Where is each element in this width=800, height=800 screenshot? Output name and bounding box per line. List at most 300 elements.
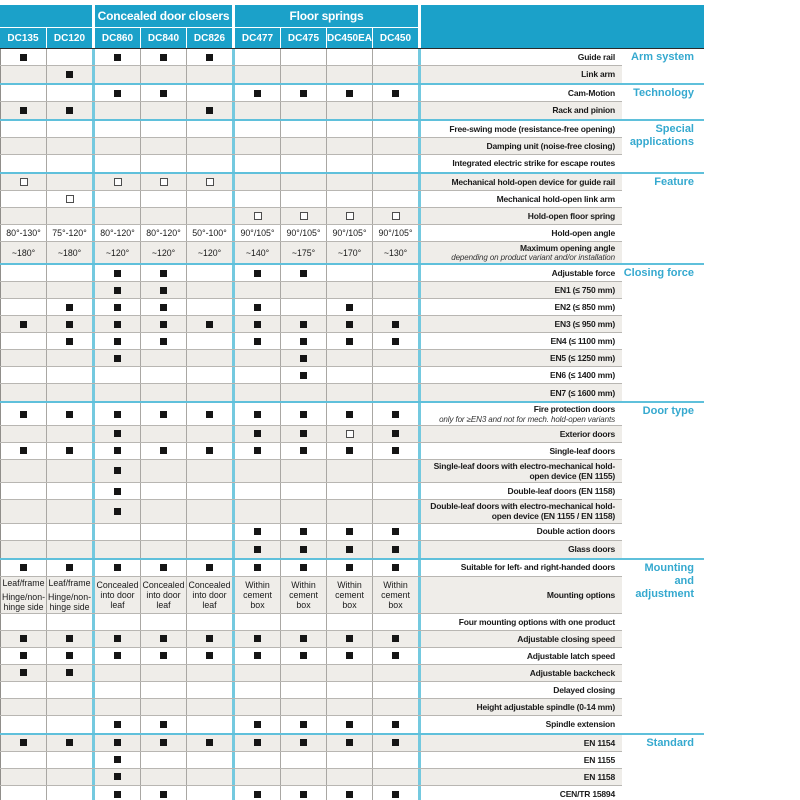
feature-cell bbox=[232, 716, 280, 733]
feature-cell bbox=[280, 174, 326, 190]
feature-cell bbox=[280, 426, 326, 442]
feature-cell bbox=[92, 85, 140, 101]
feature-cell bbox=[140, 426, 186, 442]
category-label: Special applications bbox=[622, 121, 704, 172]
feature-cell bbox=[280, 735, 326, 751]
feature-cell bbox=[372, 665, 418, 681]
feature-cell bbox=[232, 299, 280, 315]
feature-cell bbox=[232, 524, 280, 540]
feature-cell bbox=[326, 614, 372, 630]
feature-cell bbox=[46, 367, 92, 383]
cell-text: ~180° bbox=[11, 247, 36, 258]
feature-cell bbox=[92, 648, 140, 664]
cell-text: Concealed into door leaf bbox=[96, 579, 139, 610]
feature-cell bbox=[326, 560, 372, 576]
product-comparison-table bbox=[0, 5, 704, 800]
feature-cell bbox=[372, 752, 418, 768]
row-label-text: Single-leaf doors bbox=[549, 445, 615, 456]
filled-square-mark bbox=[346, 304, 353, 311]
feature-cell bbox=[0, 282, 46, 298]
filled-square-mark bbox=[20, 107, 27, 114]
feature-cell bbox=[326, 384, 372, 401]
table-row bbox=[0, 316, 622, 333]
row-label bbox=[418, 735, 622, 751]
column-header-dc450: DC450 bbox=[372, 28, 418, 48]
filled-square-mark bbox=[114, 652, 121, 659]
section-technology bbox=[0, 83, 704, 119]
category-label: Arm system bbox=[622, 49, 704, 83]
row-label bbox=[418, 426, 622, 442]
row-label-subtext: only for ≥EN3 and not for mech. hold-open variants bbox=[439, 414, 615, 424]
feature-cell bbox=[372, 138, 418, 154]
feature-cell bbox=[46, 769, 92, 785]
feature-cell bbox=[280, 403, 326, 424]
filled-square-mark bbox=[346, 721, 353, 728]
feature-cell bbox=[232, 384, 280, 401]
filled-square-mark bbox=[254, 321, 261, 328]
feature-cell bbox=[92, 699, 140, 715]
feature-cell bbox=[186, 316, 232, 332]
row-label bbox=[418, 500, 622, 522]
feature-cell bbox=[186, 500, 232, 522]
feature-cell bbox=[280, 208, 326, 224]
feature-cell bbox=[186, 460, 232, 482]
table-row bbox=[0, 333, 622, 350]
row-label bbox=[418, 367, 622, 383]
feature-cell bbox=[326, 367, 372, 383]
feature-cell bbox=[46, 460, 92, 482]
feature-cell bbox=[46, 735, 92, 751]
feature-cell bbox=[280, 524, 326, 540]
filled-square-mark bbox=[346, 564, 353, 571]
feature-cell bbox=[326, 786, 372, 800]
feature-cell bbox=[280, 500, 326, 522]
filled-square-mark bbox=[206, 564, 213, 571]
feature-cell bbox=[0, 367, 46, 383]
section-rows bbox=[0, 560, 622, 733]
feature-cell bbox=[140, 665, 186, 681]
open-square-mark bbox=[346, 212, 354, 220]
feature-cell bbox=[140, 333, 186, 349]
filled-square-mark bbox=[392, 430, 399, 437]
filled-square-mark bbox=[114, 635, 121, 642]
feature-cell bbox=[372, 786, 418, 800]
feature-cell bbox=[140, 460, 186, 482]
row-label-text: Mechanical hold-open device for guide rail bbox=[451, 176, 615, 187]
filled-square-mark bbox=[300, 430, 307, 437]
filled-square-mark bbox=[300, 372, 307, 379]
column-header-dc450ea: DC450EA bbox=[326, 28, 372, 48]
filled-square-mark bbox=[254, 447, 261, 454]
row-label-text: EN 1155 bbox=[583, 754, 615, 765]
feature-cell bbox=[186, 699, 232, 715]
filled-square-mark bbox=[20, 321, 27, 328]
feature-cell bbox=[232, 49, 280, 65]
filled-square-mark bbox=[254, 270, 261, 277]
row-label bbox=[418, 483, 622, 499]
feature-cell bbox=[140, 577, 186, 613]
feature-cell bbox=[326, 682, 372, 698]
feature-cell bbox=[140, 174, 186, 190]
filled-square-mark bbox=[206, 321, 213, 328]
row-label-text: Mounting options bbox=[546, 589, 615, 600]
filled-square-mark bbox=[114, 287, 121, 294]
feature-cell bbox=[326, 500, 372, 522]
filled-square-mark bbox=[160, 270, 167, 277]
feature-cell bbox=[280, 333, 326, 349]
table-row bbox=[0, 699, 622, 716]
feature-cell bbox=[232, 631, 280, 647]
filled-square-mark bbox=[114, 54, 121, 61]
feature-cell bbox=[326, 426, 372, 442]
row-label bbox=[418, 66, 622, 83]
feature-cell bbox=[92, 631, 140, 647]
feature-cell bbox=[46, 665, 92, 681]
feature-cell bbox=[0, 66, 46, 83]
feature-cell bbox=[0, 443, 46, 459]
filled-square-mark bbox=[300, 791, 307, 798]
feature-cell bbox=[372, 350, 418, 366]
table-row bbox=[0, 85, 622, 102]
filled-square-mark bbox=[66, 669, 73, 676]
row-label-text: Delayed closing bbox=[553, 684, 615, 695]
feature-cell bbox=[0, 426, 46, 442]
row-label-text: Adjustable closing speed bbox=[517, 633, 615, 644]
feature-cell bbox=[280, 138, 326, 154]
feature-cell bbox=[140, 155, 186, 172]
row-label bbox=[418, 299, 622, 315]
section-mounting-and-adjustment bbox=[0, 558, 704, 733]
table-row bbox=[0, 426, 622, 443]
open-square-mark bbox=[66, 195, 74, 203]
feature-cell bbox=[0, 735, 46, 751]
feature-cell bbox=[232, 786, 280, 800]
table-row bbox=[0, 735, 622, 752]
group-header-row bbox=[0, 5, 418, 27]
feature-cell bbox=[140, 316, 186, 332]
table-row bbox=[0, 665, 622, 682]
feature-cell bbox=[46, 524, 92, 540]
feature-cell bbox=[140, 786, 186, 800]
row-label-text: Glass doors bbox=[568, 543, 615, 554]
row-label-text: Maximum opening angle bbox=[520, 243, 615, 253]
feature-cell bbox=[326, 648, 372, 664]
feature-cell bbox=[0, 614, 46, 630]
row-label-text: Adjustable latch speed bbox=[526, 650, 615, 661]
feature-cell bbox=[0, 631, 46, 647]
filled-square-mark bbox=[114, 338, 121, 345]
feature-cell bbox=[92, 66, 140, 83]
filled-square-mark bbox=[392, 546, 399, 553]
feature-cell bbox=[326, 208, 372, 224]
cell-text: Within cement box bbox=[381, 579, 410, 610]
feature-cell bbox=[280, 102, 326, 119]
row-label bbox=[418, 614, 622, 630]
table-row bbox=[0, 786, 622, 800]
table-row bbox=[0, 682, 622, 699]
feature-cell bbox=[280, 786, 326, 800]
feature-cell bbox=[186, 648, 232, 664]
feature-cell bbox=[372, 367, 418, 383]
column-header-dc135: DC135 bbox=[0, 28, 46, 48]
filled-square-mark bbox=[160, 652, 167, 659]
feature-cell bbox=[140, 138, 186, 154]
feature-cell bbox=[186, 191, 232, 207]
feature-cell bbox=[186, 735, 232, 751]
filled-square-mark bbox=[346, 652, 353, 659]
feature-cell bbox=[92, 265, 140, 281]
filled-square-mark bbox=[20, 669, 27, 676]
filled-square-mark bbox=[160, 791, 167, 798]
row-label bbox=[418, 242, 622, 263]
feature-cell bbox=[140, 716, 186, 733]
feature-cell bbox=[186, 614, 232, 630]
category-label: Technology bbox=[622, 85, 704, 119]
filled-square-mark bbox=[114, 447, 121, 454]
feature-cell bbox=[326, 350, 372, 366]
table-row bbox=[0, 648, 622, 665]
row-label bbox=[418, 102, 622, 119]
cell-text: 75°-120° bbox=[52, 227, 87, 238]
filled-square-mark bbox=[206, 54, 213, 61]
row-label bbox=[418, 316, 622, 332]
table-row bbox=[0, 483, 622, 500]
feature-cell bbox=[140, 614, 186, 630]
feature-cell bbox=[46, 102, 92, 119]
feature-cell bbox=[46, 786, 92, 800]
feature-cell bbox=[92, 560, 140, 576]
cell-text: Concealed into door leaf bbox=[188, 579, 231, 610]
feature-cell bbox=[46, 631, 92, 647]
row-label bbox=[418, 138, 622, 154]
category-label: Feature bbox=[622, 174, 704, 263]
feature-cell bbox=[326, 66, 372, 83]
feature-cell bbox=[140, 384, 186, 401]
filled-square-mark bbox=[254, 721, 261, 728]
feature-cell bbox=[326, 716, 372, 733]
filled-square-mark bbox=[160, 304, 167, 311]
feature-cell bbox=[46, 208, 92, 224]
row-label-text: EN1 (≤ 750 mm) bbox=[554, 285, 615, 296]
filled-square-mark bbox=[160, 90, 167, 97]
row-label bbox=[418, 716, 622, 733]
filled-square-mark bbox=[66, 411, 73, 418]
cell-text: Within cement box bbox=[335, 579, 364, 610]
filled-square-mark bbox=[392, 564, 399, 571]
feature-cell bbox=[232, 85, 280, 101]
row-label-text: Adjustable backcheck bbox=[529, 667, 615, 678]
filled-square-mark bbox=[66, 652, 73, 659]
feature-cell bbox=[326, 665, 372, 681]
feature-cell bbox=[280, 49, 326, 65]
filled-square-mark bbox=[66, 321, 73, 328]
feature-cell bbox=[326, 541, 372, 558]
row-label-text: Adjustable force bbox=[551, 268, 615, 279]
feature-cell bbox=[140, 66, 186, 83]
feature-cell bbox=[232, 541, 280, 558]
row-label-text: Free-swing mode (resistance-free opening) bbox=[449, 123, 615, 134]
feature-cell bbox=[0, 384, 46, 401]
open-square-mark bbox=[346, 430, 354, 438]
feature-cell bbox=[92, 333, 140, 349]
row-label bbox=[418, 403, 622, 424]
feature-cell bbox=[326, 242, 372, 263]
filled-square-mark bbox=[254, 564, 261, 571]
feature-cell bbox=[280, 350, 326, 366]
feature-cell bbox=[0, 174, 46, 190]
row-label-text: EN4 (≤ 1100 mm) bbox=[550, 336, 615, 347]
feature-cell bbox=[92, 384, 140, 401]
row-label bbox=[418, 699, 622, 715]
filled-square-mark bbox=[114, 508, 121, 515]
feature-cell bbox=[232, 403, 280, 424]
feature-cell bbox=[0, 682, 46, 698]
feature-cell bbox=[372, 49, 418, 65]
feature-cell bbox=[372, 282, 418, 298]
feature-cell bbox=[0, 333, 46, 349]
row-label-text: Double-leaf doors (EN 1158) bbox=[507, 486, 615, 497]
feature-cell bbox=[0, 155, 46, 172]
row-label-text: Exterior doors bbox=[559, 428, 615, 439]
feature-cell bbox=[280, 577, 326, 613]
filled-square-mark bbox=[300, 355, 307, 362]
row-label bbox=[418, 350, 622, 366]
feature-cell bbox=[232, 648, 280, 664]
feature-cell bbox=[280, 699, 326, 715]
table-row bbox=[0, 541, 622, 558]
feature-cell bbox=[232, 500, 280, 522]
filled-square-mark bbox=[346, 528, 353, 535]
filled-square-mark bbox=[160, 635, 167, 642]
filled-square-mark bbox=[114, 321, 121, 328]
row-label bbox=[418, 665, 622, 681]
row-label-text: EN2 (≤ 850 mm) bbox=[554, 302, 615, 313]
feature-cell bbox=[46, 403, 92, 424]
filled-square-mark bbox=[114, 739, 121, 746]
feature-cell bbox=[186, 665, 232, 681]
filled-square-mark bbox=[392, 321, 399, 328]
table-row bbox=[0, 500, 622, 523]
filled-square-mark bbox=[300, 528, 307, 535]
filled-square-mark bbox=[160, 721, 167, 728]
feature-cell bbox=[92, 155, 140, 172]
feature-cell bbox=[46, 316, 92, 332]
feature-cell bbox=[140, 191, 186, 207]
filled-square-mark bbox=[392, 447, 399, 454]
feature-cell bbox=[232, 191, 280, 207]
feature-cell bbox=[140, 752, 186, 768]
table-row bbox=[0, 716, 622, 733]
feature-cell bbox=[186, 541, 232, 558]
row-label bbox=[418, 560, 622, 576]
filled-square-mark bbox=[114, 488, 121, 495]
feature-cell bbox=[232, 560, 280, 576]
feature-cell bbox=[140, 541, 186, 558]
feature-cell bbox=[92, 769, 140, 785]
feature-cell bbox=[326, 735, 372, 751]
filled-square-mark bbox=[160, 287, 167, 294]
open-square-mark bbox=[114, 178, 122, 186]
feature-cell bbox=[232, 138, 280, 154]
feature-cell bbox=[280, 85, 326, 101]
feature-cell bbox=[186, 66, 232, 83]
cell-text: Hinge/non-hinge side bbox=[1, 591, 46, 612]
table-row bbox=[0, 265, 622, 282]
feature-cell bbox=[326, 174, 372, 190]
row-label-text: Fire protection doors bbox=[533, 404, 615, 415]
cell-text: Within cement box bbox=[243, 579, 272, 610]
open-square-mark bbox=[20, 178, 28, 186]
feature-cell bbox=[280, 665, 326, 681]
row-label-text: Link arm bbox=[581, 69, 615, 80]
feature-cell bbox=[232, 735, 280, 751]
filled-square-mark bbox=[254, 304, 261, 311]
feature-cell bbox=[92, 350, 140, 366]
feature-cell bbox=[92, 367, 140, 383]
filled-square-mark bbox=[206, 411, 213, 418]
row-label-text: Damping unit (noise-free closing) bbox=[486, 140, 615, 151]
feature-cell bbox=[0, 102, 46, 119]
feature-cell bbox=[92, 460, 140, 482]
feature-cell bbox=[0, 648, 46, 664]
filled-square-mark bbox=[206, 635, 213, 642]
feature-cell bbox=[46, 49, 92, 65]
filled-square-mark bbox=[114, 411, 121, 418]
feature-cell bbox=[372, 316, 418, 332]
table-row bbox=[0, 282, 622, 299]
feature-cell bbox=[186, 333, 232, 349]
feature-cell bbox=[46, 174, 92, 190]
feature-cell bbox=[372, 614, 418, 630]
feature-cell bbox=[140, 648, 186, 664]
feature-cell bbox=[372, 716, 418, 733]
feature-cell bbox=[186, 524, 232, 540]
product-header-row bbox=[0, 28, 418, 48]
section-standard bbox=[0, 733, 704, 800]
filled-square-mark bbox=[346, 447, 353, 454]
feature-cell bbox=[140, 699, 186, 715]
feature-cell bbox=[0, 121, 46, 137]
section-closing-force bbox=[0, 263, 704, 401]
feature-cell bbox=[372, 524, 418, 540]
feature-cell bbox=[140, 735, 186, 751]
table-row bbox=[0, 155, 622, 172]
feature-cell bbox=[186, 85, 232, 101]
feature-cell bbox=[140, 350, 186, 366]
row-label-text: EN7 (≤ 1600 mm) bbox=[550, 387, 615, 398]
feature-cell bbox=[0, 265, 46, 281]
feature-cell bbox=[0, 49, 46, 65]
feature-cell bbox=[280, 541, 326, 558]
filled-square-mark bbox=[114, 355, 121, 362]
feature-cell bbox=[186, 443, 232, 459]
cell-text: ~120° bbox=[105, 247, 130, 258]
row-label bbox=[418, 282, 622, 298]
feature-cell bbox=[0, 299, 46, 315]
feature-cell bbox=[372, 384, 418, 401]
feature-cell bbox=[186, 121, 232, 137]
feature-cell bbox=[280, 443, 326, 459]
feature-cell bbox=[92, 524, 140, 540]
filled-square-mark bbox=[20, 635, 27, 642]
feature-cell bbox=[372, 735, 418, 751]
feature-cell bbox=[326, 138, 372, 154]
cell-text: ~140° bbox=[245, 247, 270, 258]
feature-cell bbox=[92, 752, 140, 768]
feature-cell bbox=[372, 541, 418, 558]
table-row bbox=[0, 350, 622, 367]
feature-cell bbox=[372, 299, 418, 315]
